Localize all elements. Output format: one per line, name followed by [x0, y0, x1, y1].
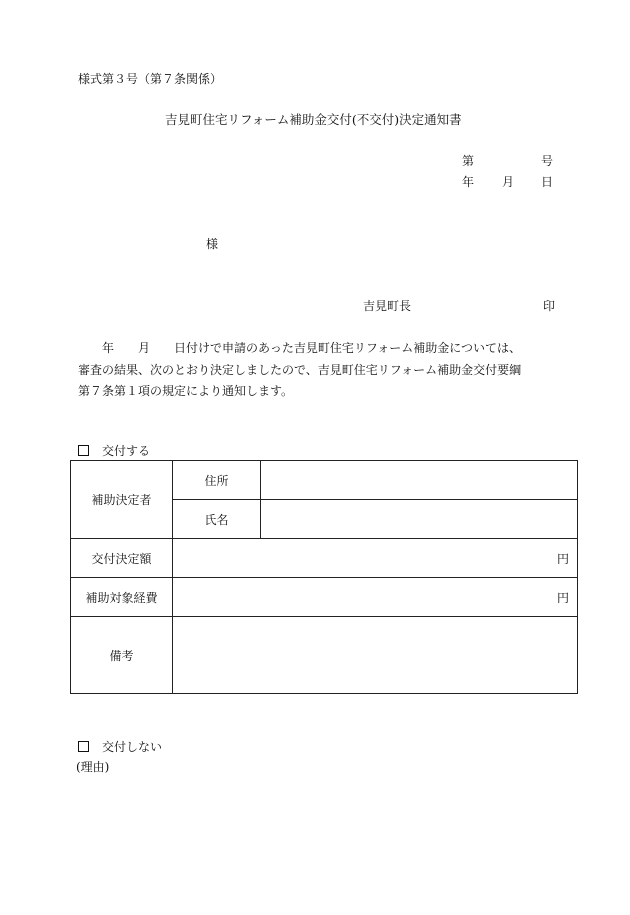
recipient-label: 補助決定者	[91, 493, 152, 507]
option-grant-label: 交付する	[102, 444, 151, 458]
grant-checkbox[interactable]	[78, 445, 89, 456]
option-deny-label: 交付しない	[102, 740, 163, 754]
notice-body	[78, 338, 521, 403]
document-number-suffix: 号	[541, 154, 554, 168]
expense-label-cell	[71, 578, 173, 617]
date-year-label: 年	[462, 175, 475, 189]
grant-details-table	[70, 460, 578, 694]
name-value-cell[interactable]	[261, 500, 578, 539]
document-title: 吉見町住宅リフォーム補助金交付(不交付)決定通知書	[165, 112, 462, 127]
address-label-cell	[173, 461, 261, 500]
deny-checkbox[interactable]	[78, 741, 89, 752]
address-label: 住所	[204, 473, 229, 488]
date-day-label: 日	[541, 175, 554, 189]
option-grant	[78, 442, 150, 459]
document-number-prefix: 第	[462, 154, 475, 168]
address-value-cell[interactable]	[261, 461, 578, 500]
grant-amount-label: 交付決定額	[91, 551, 152, 566]
notice-body-line: 年 月 日付けで申請のあった吉見町住宅リフォーム補助金については、	[78, 341, 522, 355]
issuer-name: 吉見町長	[363, 299, 412, 313]
eligible-expense-unit: 円	[556, 590, 569, 605]
grant-amount-unit: 円	[556, 551, 569, 566]
recipient-label-cell	[71, 461, 173, 539]
form-number-label: 様式第３号（第７条関係）	[78, 72, 223, 86]
remarks-value-cell[interactable]	[173, 617, 578, 694]
name-label: 氏名	[204, 512, 229, 527]
notice-body-line: 審査の結果、次のとおり決定しましたので、吉見町住宅リフォーム補助金交付要綱	[78, 362, 522, 377]
option-deny	[78, 738, 162, 755]
remarks-label-cell	[71, 617, 173, 694]
notice-body-line: 第７条第１項の規定により通知します。	[78, 384, 294, 398]
addressee-honorific: 様	[206, 237, 219, 251]
amount-label-cell	[71, 539, 173, 578]
name-label-cell	[173, 500, 261, 539]
grant-amount-value-cell[interactable]	[173, 539, 578, 578]
eligible-expense-label: 補助対象経費	[85, 590, 158, 605]
seal-mark: 印	[543, 299, 556, 313]
remarks-label: 備考	[109, 648, 134, 663]
date-month-label: 月	[502, 175, 515, 189]
eligible-expense-value-cell[interactable]	[173, 578, 578, 617]
reason-label: (理由)	[76, 760, 110, 774]
